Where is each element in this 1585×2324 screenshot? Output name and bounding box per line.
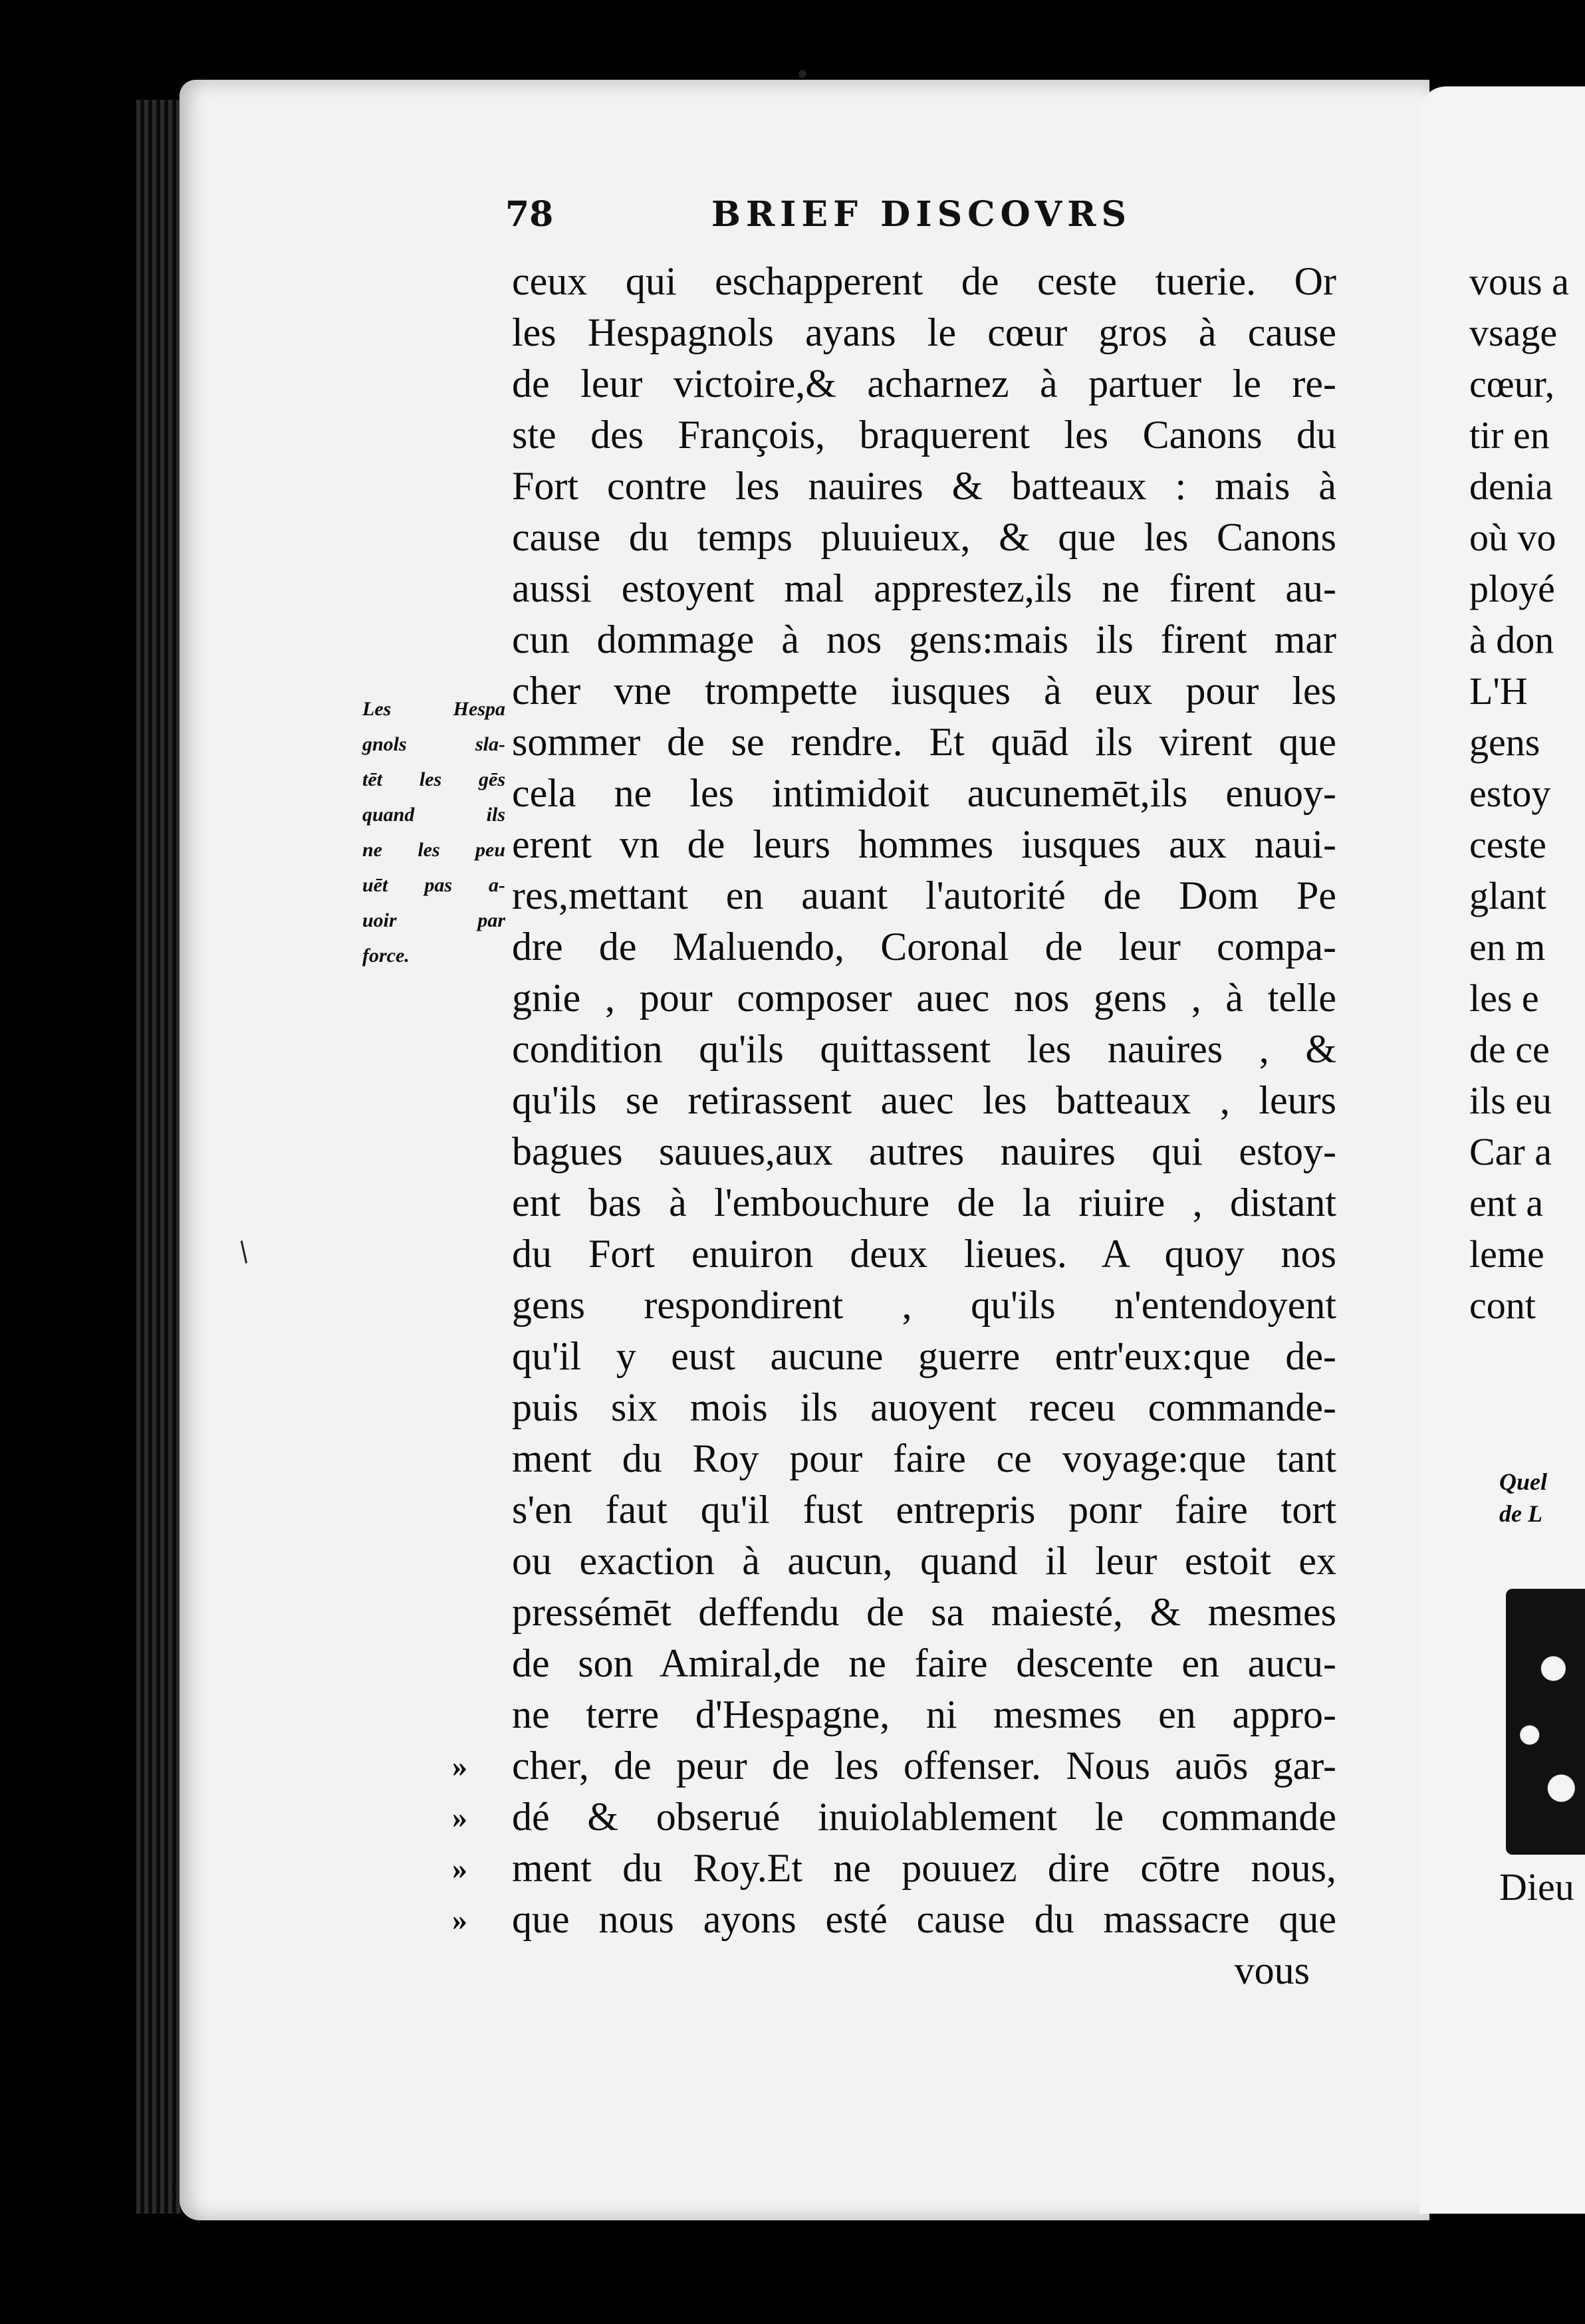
right-page-text [1469, 256, 1585, 1331]
right-page-line: L'H [1469, 669, 1528, 713]
right-page-line: tir en [1469, 413, 1550, 457]
text-line [512, 1484, 1336, 1536]
margin-note-line: gnols sla- [362, 733, 505, 755]
text-line-content: puis six mois ils auoyent receu commande- [512, 1385, 1336, 1429]
right-page-line: où vo [1469, 516, 1556, 559]
text-line-content: cause du temps pluuieux, & que les Canons [512, 515, 1336, 559]
text-line-content: cher, de peur de les offenser. Nous auōs gar- [512, 1744, 1336, 1788]
text-line [512, 1024, 1336, 1075]
text-line [512, 1638, 1336, 1689]
page-header [505, 194, 1170, 242]
text-line [512, 1177, 1336, 1228]
catchword [512, 1945, 1336, 1996]
book-binding [136, 100, 183, 2214]
right-page-line: Car a [1469, 1130, 1552, 1173]
text-line-content: ou exaction à aucun, quand il leur estoit ex [512, 1539, 1336, 1583]
text-line [452, 1894, 1336, 1945]
right-page-line: glant [1469, 874, 1546, 917]
right-page-line: gens [1469, 721, 1540, 764]
running-title: BRIEF DISCOVRS [711, 194, 1132, 235]
right-page-line: ent a [1469, 1181, 1544, 1224]
text-line-content: condition qu'ils quittassent les nauires , & [512, 1027, 1336, 1071]
text-line-content: sommer de se rendre. Et quād ils virent que [512, 720, 1336, 764]
text-line [452, 1792, 1336, 1843]
text-line-content: du Fort enuiron deux lieues. A quoy nos [512, 1232, 1336, 1276]
right-page-line: cont [1469, 1284, 1536, 1327]
margin-note-line: Les Hespa [362, 698, 505, 720]
text-line [512, 717, 1336, 768]
right-page-note-line: de L [1499, 1500, 1542, 1527]
right-page-line: denia [1469, 465, 1553, 508]
text-line-content: ceux qui eschapperent de ceste tuerie. Or [512, 259, 1336, 303]
text-line-content: de leur victoire,& acharnez à partuer le re- [512, 362, 1336, 406]
text-line [512, 1075, 1336, 1126]
margin-note [362, 691, 505, 973]
text-line-content: erent vn de leurs hommes iusques aux naui- [512, 822, 1336, 866]
margin-note-line: uoir par [362, 909, 505, 931]
text-line-content: dre de Maluendo, Coronal de leur compa- [512, 925, 1336, 969]
text-line [452, 1740, 1336, 1792]
margin-note-line: tēt les gēs [362, 768, 505, 790]
text-line-content: ent bas à l'embouchure de la riuire , distant [512, 1181, 1336, 1224]
text-line [512, 1331, 1336, 1382]
right-page-line: vsage [1469, 311, 1558, 354]
text-line-content: Fort contre les nauires & batteaux : mais à [512, 464, 1336, 508]
text-line-content: que nous ayons esté cause du massacre que [512, 1897, 1336, 1941]
quotation-mark: » [452, 1800, 467, 1834]
text-line [512, 461, 1336, 512]
margin-note-line: quand ils [362, 804, 505, 826]
text-line [512, 1280, 1336, 1331]
margin-note-line: ne les peu [362, 839, 505, 861]
text-line [512, 921, 1336, 973]
text-line-content: gens respondirent , qu'ils n'entendoyent [512, 1283, 1336, 1327]
text-line-content: dé & obserué inuiolablement le commande [512, 1795, 1336, 1839]
text-line [512, 1433, 1336, 1484]
right-page-line: estoy [1469, 772, 1551, 815]
text-line-content: de son Amiral,de ne faire descente en aucu- [512, 1641, 1336, 1685]
text-line-content: qu'il y eust aucune guerre entr'eux:que de- [512, 1334, 1336, 1378]
text-line [512, 563, 1336, 614]
margin-note-line: uēt pas a- [362, 874, 505, 896]
right-page-line: ceste [1469, 823, 1546, 866]
page-number: 78 [505, 194, 554, 235]
text-line [512, 1126, 1336, 1177]
right-page-line: en m [1469, 925, 1546, 969]
text-line-content: gnie , pour composer auec nos gens , à telle [512, 976, 1336, 1020]
text-line [512, 1689, 1336, 1740]
text-line [512, 358, 1336, 409]
scan-mark: • [794, 60, 810, 90]
margin-note-line: force. [362, 945, 410, 967]
right-page-note-line: Quel [1499, 1468, 1547, 1495]
right-page-line: leme [1469, 1232, 1544, 1276]
text-line [512, 768, 1336, 819]
right-page-line: de ce [1469, 1028, 1550, 1071]
text-line [512, 870, 1336, 921]
text-line-content: cher vne trompette iusques à eux pour les [512, 669, 1336, 713]
text-line-content: ne terre d'Hespagne, ni mesmes en appro- [512, 1692, 1336, 1736]
text-line [452, 1843, 1336, 1894]
text-line-content: ment du Roy.Et ne pouuez dire cōtre nous, [512, 1846, 1336, 1890]
text-line [512, 307, 1336, 358]
body-text [452, 256, 1336, 1996]
right-page-line: ils eu [1469, 1079, 1552, 1122]
text-line [512, 1382, 1336, 1433]
text-line-content: bagues sauues,aux autres nauires qui estoy- [512, 1129, 1336, 1173]
text-line-content: s'en faut qu'il fust entrepris ponr faire tort [512, 1488, 1336, 1532]
text-line [512, 1228, 1336, 1280]
text-line [512, 256, 1336, 307]
quotation-mark: » [452, 1851, 467, 1885]
text-line [512, 665, 1336, 717]
text-line [512, 1536, 1336, 1587]
text-line [512, 819, 1336, 870]
text-line-content: pressémēt deffendu de sa maiesté, & mesmes [512, 1590, 1336, 1634]
text-line-content: cela ne les intimidoit aucunemēt,ils enuoy- [512, 771, 1336, 815]
text-line-content: ment du Roy pour faire ce voyage:que tant [512, 1437, 1336, 1480]
text-line [512, 409, 1336, 461]
text-line-content: aussi estoyent mal apprestez,ils ne firent au- [512, 566, 1336, 610]
text-line [512, 512, 1336, 563]
text-line-content: les Hespagnols ayans le cœur gros à cause [512, 310, 1336, 354]
right-page-line: à don [1469, 618, 1554, 661]
right-page-line: vous a [1469, 260, 1569, 303]
text-line-content: qu'ils se retirassent auec les batteaux , leurs [512, 1078, 1336, 1122]
quotation-mark: » [452, 1749, 467, 1783]
text-line-content: cun dommage à nos gens:mais ils firent mar [512, 618, 1336, 661]
right-page-line: cœur, [1469, 362, 1555, 406]
right-page-line: ployé [1469, 567, 1555, 610]
scan-mark: / [232, 1236, 256, 1268]
catchword-text: vous [1234, 1948, 1310, 1992]
text-line [512, 614, 1336, 665]
text-line-content: res,mettant en auant l'autorité de Dom Pe [512, 873, 1336, 917]
right-page-line: les e [1469, 977, 1539, 1020]
decorative-initial [1506, 1589, 1585, 1855]
text-line-content: ste des François, braquerent les Canons du [512, 413, 1336, 457]
right-page-last-line: Dieu [1499, 1865, 1574, 1909]
text-line [512, 973, 1336, 1024]
quotation-mark: » [452, 1903, 467, 1936]
text-line [512, 1587, 1336, 1638]
right-page-margin-note [1499, 1466, 1585, 1530]
